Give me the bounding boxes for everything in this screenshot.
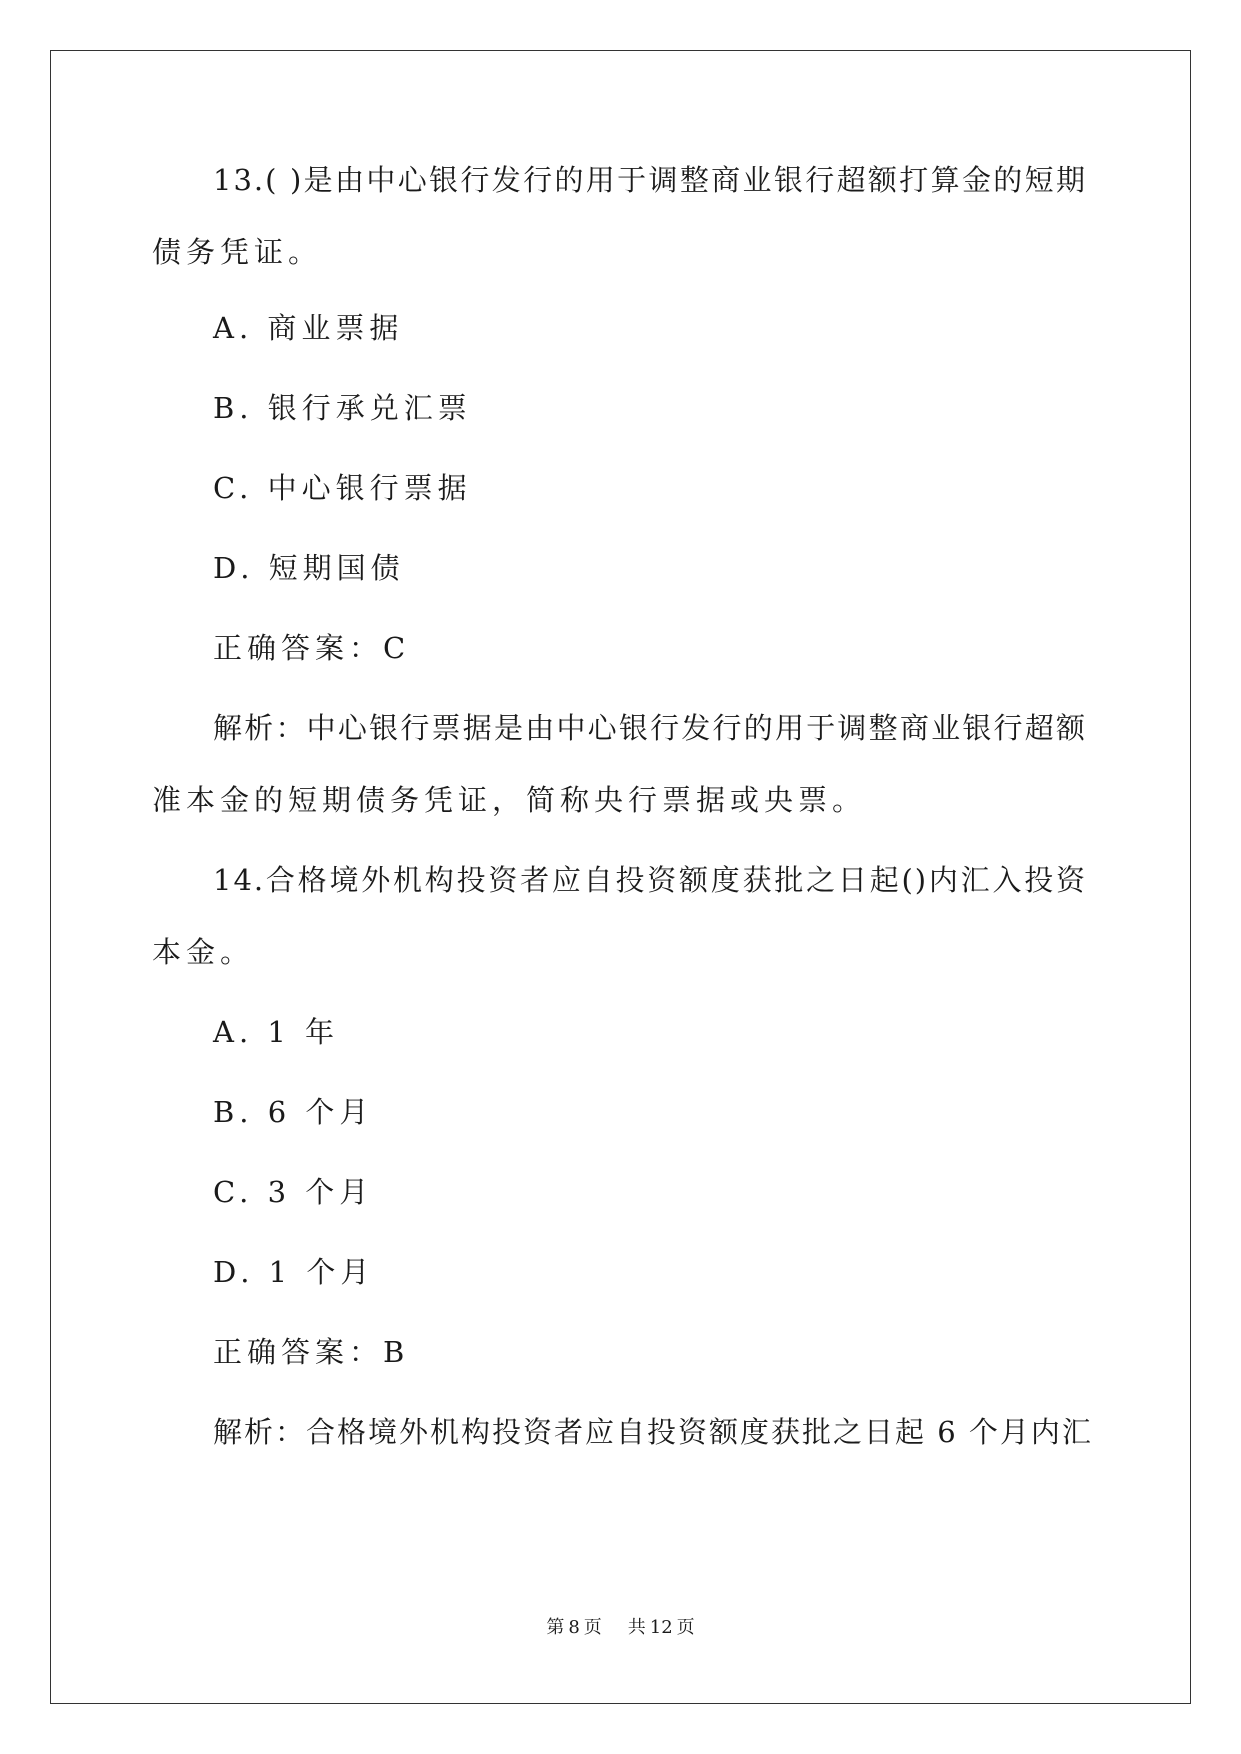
option-text: 中心银行票据 <box>267 471 472 505</box>
option-letter: B. <box>213 1095 254 1129</box>
question-13-analysis-line-2: 准本金的短期债务凭证，简称央行票据或央票。 <box>152 783 867 817</box>
option-text: 1 个月 <box>268 1255 375 1289</box>
option-letter: D. <box>213 551 255 585</box>
footer-page-unit: 页 <box>583 1617 602 1638</box>
question-14-option-b <box>213 1092 373 1132</box>
option-text: 6 个月 <box>267 1095 374 1129</box>
page-footer <box>0 1613 1241 1639</box>
footer-page-number: 8 <box>568 1617 580 1638</box>
question-13-option-d <box>213 548 405 588</box>
question-13-analysis-line-1: 解析：中心银行票据是由中心银行发行的用于调整商业银行超额 <box>213 711 1087 745</box>
option-letter: A. <box>213 311 254 345</box>
option-letter: A. <box>213 1015 254 1049</box>
question-14-stem-line-2: 本金。 <box>152 935 255 969</box>
question-13-option-a <box>213 308 403 348</box>
question-14-answer: 正确答案：B <box>213 1335 410 1369</box>
option-text: 3 个月 <box>267 1175 374 1209</box>
question-14-option-c <box>213 1172 373 1212</box>
footer-page-label: 第 <box>546 1617 565 1638</box>
footer-total-number: 12 <box>649 1617 673 1638</box>
option-text: 短期国债 <box>268 551 405 585</box>
question-13-stem-line-1: 13.( )是由中心银行发行的用于调整商业银行超额打算金的短期 <box>213 163 1087 197</box>
question-13-option-b <box>213 388 472 428</box>
footer-total-unit: 页 <box>676 1617 695 1638</box>
option-text: 银行承兑汇票 <box>267 391 472 425</box>
question-14-stem-line-1: 14.合格境外机构投资者应自投资额度获批之日起()内汇入投资 <box>213 863 1087 897</box>
question-13-stem-line-2: 债务凭证。 <box>152 235 323 269</box>
option-text: 1 年 <box>267 1015 340 1049</box>
question-14-option-a <box>213 1012 339 1052</box>
question-13-answer: 正确答案：C <box>213 631 411 665</box>
question-14-analysis-line-1: 解析：合格境外机构投资者应自投资额度获批之日起 6 个月内汇 <box>213 1415 1093 1449</box>
footer-total-label: 共 <box>627 1617 646 1638</box>
question-13-option-c <box>213 468 472 508</box>
option-letter: D. <box>213 1255 255 1289</box>
option-letter: C. <box>213 1175 254 1209</box>
option-text: 商业票据 <box>267 311 404 345</box>
question-14-option-d <box>213 1252 374 1292</box>
option-letter: B. <box>213 391 254 425</box>
option-letter: C. <box>213 471 254 505</box>
